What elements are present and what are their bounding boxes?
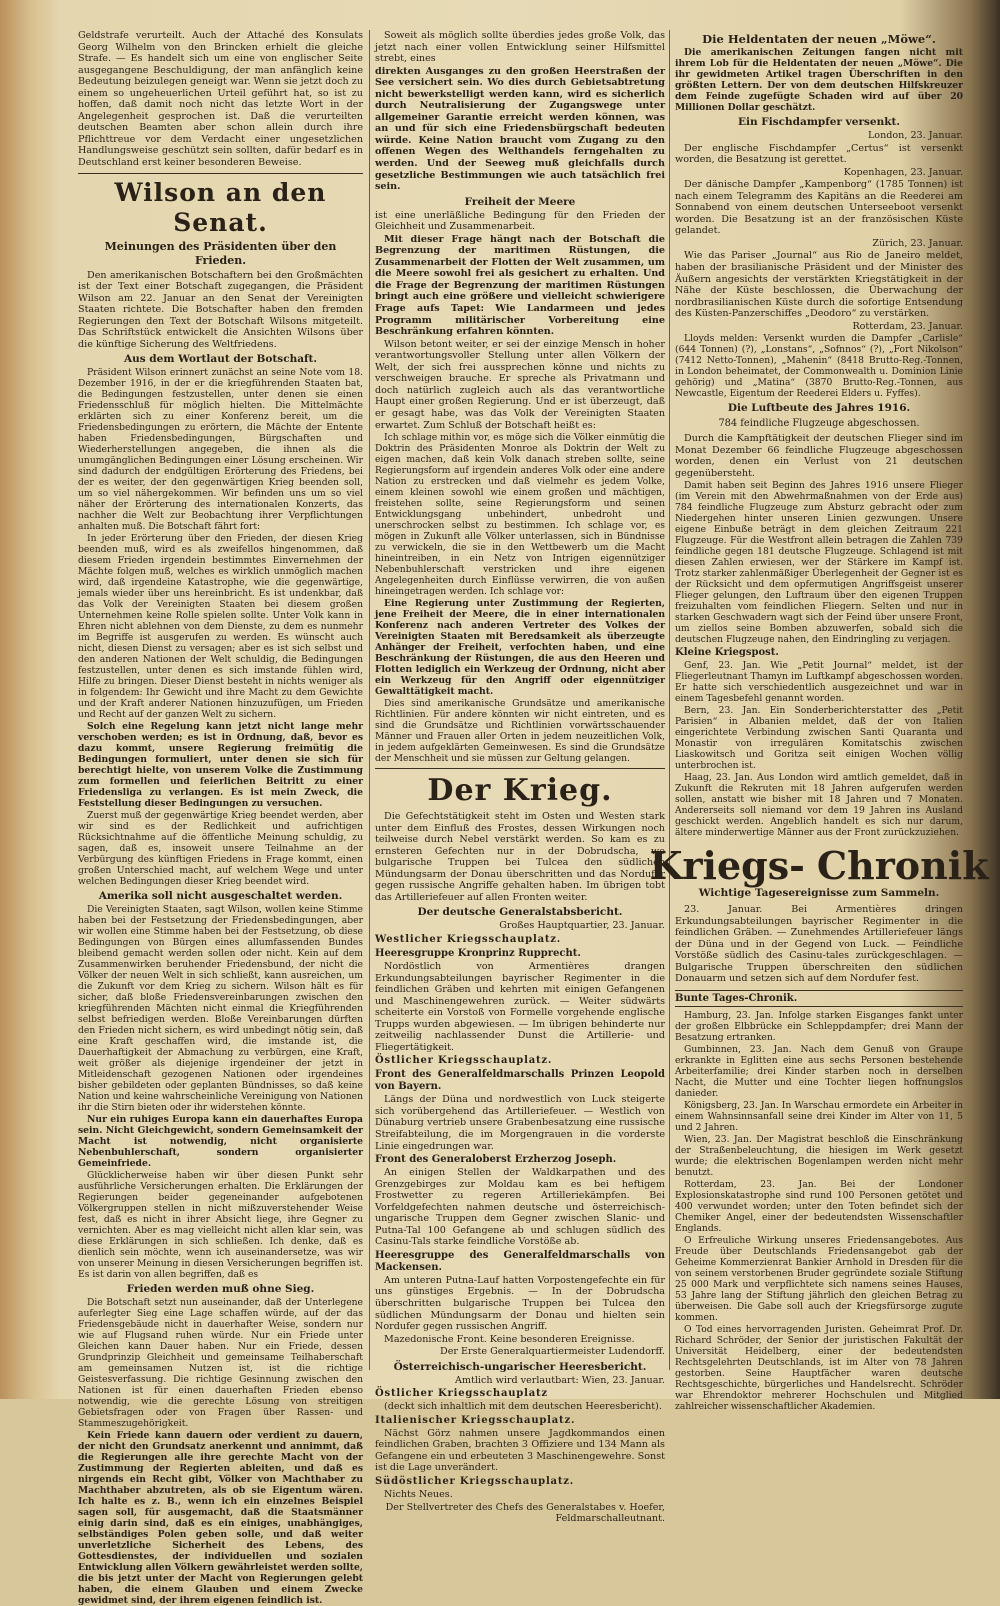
dateline: Kopenhagen, 23. Januar.	[843, 166, 963, 178]
bunte-chronik-heading: Bunte Tages-Chronik.	[675, 990, 963, 1008]
article-text: Lloyds melden: Versenkt wurden die Dampfer „Carlisle“ (644 Tonnen) (?), „Lonstans“, „Sofnnos“ (?), „Fort Nikolson“ (7412 Netto-Tonnen), „Mahenin“ (8418 Brutto-Reg.-Tonnen, in London beheimatet, der Commonwealth u. Dominion Linie gehörig) und „Matina“ (3870 Brutto-Reg.-Tonnen, aus Newcastle, Eigentum der Reederei Elders u. Fyffes).	[675, 333, 963, 400]
dateline: Zürich, 23. Januar.	[872, 237, 963, 249]
column-3	[649, 30, 989, 1413]
article-text: Ich schlage mithin vor, es möge sich die Völker einmütig die Doktrin des Präsidenten Monroe als Doktrin der Welt zu eigen machen, daß kein Volk danach streben sollte, seine Regierungsform auf irgendein anderes Volk oder eine andere Nation zu erstrecken und daß vielmehr es jedem Volke, einem kleinen sowohl wie einem großen und mächtigen, freistehen sollte, seine Regierungsform und seinen Entwicklungsgang unbehindert, unbedroht und unerschrocken selbst zu bestimmen. Ich schlage vor, es mögen in Zukunft alle Völker unterlassen, sich in Bündnisse zu verwickeln, die sie in den Wettbewerb um die Macht hineintreiben, in ein Netz von Intrigen eigennütziger Nebenbuhlerschaft verstricken und ihre eigenen Angelegenheiten durch Einflüsse verwirren, die von außen hineingetragen werden. Ich schlage vor:	[375, 432, 665, 598]
front-heading: Östlicher Kriegsschauplatz.	[375, 1055, 553, 1067]
chronik-title	[649, 843, 989, 889]
article-text: Längs der Düna und nordwestlich von Luck steigerte sich vorübergehend das Artilleriefeuer. — Westlich von Dünaburg vertrieb unsere Grabenbesatzung eine russische Streifabteilung, die im Morgengrauen in die vorderste Linie eingedrungen war.	[375, 1094, 665, 1152]
headline-wilson: Wilson an den Senat.	[114, 177, 327, 237]
article-text: Geldstrafe verurteilt. Auch der Attaché des Konsulats Georg Wilhelm von den Brincken erhielt die gleiche Strafe. — Es handelt sich um eine von englischer Seite ausgegangene Beschuldigung, der man anfänglich keine Bedeutung beizulegen geneigt war. Wenn sie jetzt doch zu einem so ungeheuerlichen Urteil geführt hat, so ist zu hoffen, daß damit noch nicht das letzte Wort in der Angelegenheit gesprochen ist. Daß die verurteilten deutschen Beamten aber schon allein durch ihre Pflichttreue vor dem Verdacht einer ungesetzlichen Handlungsweise geschützt sein sollten, dafür bedarf es in Deutschland erst keiner besonderen Beweise.	[78, 30, 363, 169]
army-group-heading: Heeresgruppe Kronprinz Rupprecht.	[375, 947, 581, 959]
article-text: Bern, 23. Jan. Ein Sonderberichterstatter des „Petit Parisien“ in Albanien meldet, daß der von Italien eingerichtete Verbindung zwischen Santi Quaranta und Monastir von irregulären Komitatschis zwischen Liaskowitsch und Goritza seit einigen Wochen völlig unterbrochen ist.	[675, 705, 963, 772]
article-text: Mazedonische Front. Keine besonderen Ereignisse.	[384, 1333, 635, 1345]
dateline: Großes Hauptquartier, 23. Januar.	[499, 920, 665, 932]
section-heading: Der deutsche Generalstabsbericht.	[417, 906, 623, 919]
section-heading: Österreichisch-ungarischer Heeresbericht.	[393, 1360, 647, 1373]
kriegs-chronik-header	[649, 843, 989, 900]
news-item: Hamburg, 23. Jan. Infolge starken Eisganges fankt unter der großen Elbbrücke ein Schleppdampfer; drei Mann der Besatzung ertranken.	[675, 1010, 963, 1044]
signature-line: Der Stellvertreter des Chefs des Generalstabes v. Hoefer, Feldmarschalleutnant.	[385, 1501, 665, 1525]
news-item: O Erfreuliche Wirkung unseres Friedensangebotes. Aus Freude über Deutschlands Friedensangebot gab der Geheime Kommerzienrat Bankier Arnhold in Dresden für die von seinem verstorbenen Bruder gegründete soziale Stiftung 25 000 Mark und verpflichtete sich namens seines Hauses, 53 Jahre lang der Stiftung jährlich den gleichen Betrag zu überweisen. Die Gabe soll auch der Kriegsfürsorge zugute kommen.	[675, 1235, 963, 1324]
front-heading: Östlicher Kriegsschauplatz	[375, 1388, 548, 1400]
article-text: Genf, 23. Jan. Wie „Petit Journal“ meldet, ist der Fliegerleutnant Thamyn im Luftkampf abgeschossen worden. Er hatte sich verschiedentlich ausgezeichnet und war in einem Tagesbefehl genannt worden.	[675, 660, 963, 705]
section-heading: Die Luftbeute des Jahres 1916.	[727, 402, 911, 415]
article-text: Der dänische Dampfer „Kampenborg“ (1785 Tonnen) ist nach einem Telegramm des Kapitäns an die Reederei am Sonnabend von einem deutschen Unterseeboot versenkt worden. Die Besatzung ist an der französischen Küste gelandet.	[675, 179, 963, 237]
article-text: Nordöstlich von Armentières drangen Erkundungsabteilungen bayrischer Regimenter in die feindlichen Gräben und kehrten mit einigen Gefangenen und Maschinengewehren zurück. — Weiter südwärts scheiterte ein Vorstoß von Formelle vorgehende englische Trupps wurden abgewiesen. — Im übrigen behinderte nur zeitweilig nachlassender Dunst die Artillerie- und Fliegertätigkeit.	[375, 960, 665, 1053]
article-text: Damit haben seit Beginn des Jahres 1916 unsere Flieger (im Verein mit den Abwehrmaßnahmen von der Erde aus) 784 feindliche Flugzeuge zum Absturz gebracht oder zum Niedergehen hinter unseren Linien gezwungen. Unsere eigene Einbuße beträgt in dem gleichen Zeitraum 221 Flugzeuge. Für die Westfront allein betragen die Zahlen 739 feindliche gegen 181 deutsche Flugzeuge. Schlagend ist mit diesen Zahlen erwiesen, wer der Stärkere im Kampf ist. Trotz starker zahlenmäßiger Überlegenheit der Gegner ist es der Rücksicht und dem opfermutigen Angriffsgeist unserer Flieger gelungen, den Luftraum über den eigenen Truppen freizuhalten vom feindlichen Fliegern. Selten und nur in starken Geschwadern wagt sich der Feind über unsere Front, um ziellos seine Bomben abzuwerfen, sobald sich die deutschen Flugzeuge nahen, den Eindringling zu verjagen.	[675, 480, 963, 646]
binding-spine	[0, 0, 30, 1399]
article-text: Haag, 23. Jan. Aus London wird amtlich gemeldet, daß in Zukunft die Rekruten mit 18 Jahren aufgerufen werden sollen, anstatt wie bisher mit 18 Jahren und 7 Monaten. Andererseits soll niemand vor dem 19 Jahren ins Ausland geschickt werden. Angeblich handelt es sich nur darum, ältere minderwertige Männer aus der Front zurückzuziehen.	[675, 772, 963, 839]
article-text: Nichts Neues.	[384, 1489, 453, 1501]
column-1	[78, 30, 363, 1606]
front-heading: Südöstlicher Kriegsschauplatz.	[375, 1476, 575, 1488]
army-group-heading: Heeresgruppe des Generalfeldmarschalls von Mackensen.	[375, 1249, 665, 1273]
article-text: (deckt sich inhaltlich mit dem deutschen Heeresbericht).	[384, 1401, 662, 1413]
news-item: Rotterdam, 23. Jan. Bei der Londoner Explosionskatastrophe sind rund 100 Personen getötet und 400 verwundet worden; unter den Toten befindet sich der Chemiker Angel, einer der bedeutendsten Wissenschaftler Englands.	[675, 1179, 963, 1235]
article-text: Eine Regierung unter Zustimmung der Regierten, jene Freiheit der Meere, die in einer internationalen Konferenz nach anderen Vertreter des Volkes der Vereinigten Staaten mit Beredsamkeit als überzeugte Anhänger der Freiheit, verfochten haben, und eine Beschränkung der Rüstungen, die aus den Heeren und Flotten lediglich ein Werkzeug der Ordnung, nicht aber ein Werkzeug für den Angriff oder eigennütziger Gewalttätigkeit macht.	[375, 598, 665, 698]
article-text: An einigen Stellen der Waldkarpathen und des Grenzgebirges zur Moldau kam es bei heftigem Frostwetter zu regeren Artilleriekämpfen. Bei Vorfeldgefechten nahmen deutsche und österreichisch-ungarische Truppen dem Gegner zwischen Slanic- und Putna-Tal 100 Gefangene ab und schlugen südlich des Casinu-Tals starke feindliche Vorstöße ab.	[375, 1167, 665, 1248]
news-item: Königsberg, 23. Jan. In Warschau ermordete ein Arbeiter in einem Wahnsinnsanfall seine drei Kinder im Alter von 11, 5 und 2 Jahren.	[675, 1100, 963, 1134]
dateline: London, 23. Januar.	[867, 130, 963, 141]
article-text: Wie das Pariser „Journal“ aus Rio de Janeiro meldet, haben der brasilianische Präsident und der Minister des Äußern angesichts der verstärkten Kriegstätigkeit in der Nähe der Küste beschlossen, die Überwachung der nordbrasilianischen Küste durch die sofortige Entsendung des Küsten-Panzerschiffes „Deodoro“ zu verstärken.	[675, 250, 963, 320]
chronik-title-left: Kriegs-	[649, 843, 805, 889]
headline-der-krieg: Der Krieg.	[427, 773, 613, 809]
army-group-heading: Front des Generalfeldmarschalls Prinzen Leopold von Bayern.	[375, 1069, 665, 1093]
article-text: Der englische Fischdampfer „Certus“ ist versenkt worden, die Besatzung ist gerettet.	[675, 142, 963, 166]
section-heading: Kleine Kriegspost.	[675, 647, 779, 659]
article-text: Die amerikanischen Zeitungen fangen nicht mit ihrem Lob für die Heldentaten der neuen „Möwe“. Die ihr gewidmeten Artikel tragen Überschriften in den größten Lettern. Der von dem deutschen Hilfskreuzer dem Feinde zugefügte Schaden wird auf über 20 Millionen Dollar geschätzt.	[675, 47, 963, 113]
article-text: direkten Ausganges zu den großen Heerstraßen der See versichert sein. Wo dies durch Gebietsabtretung nicht bewerkstelligt werden kann, wird es sicherlich durch Neutralisierung der Zugangswege unter allgemeiner Garantie erreicht werden können, was an und für sich eine Friedensbürgschaft bedeuten würde. Keine Nation braucht vom Zugang zu den offenen Wegen des Welthandels ferngehalten zu werden. Und der Seeweg muß gleichfalls durch gesetzliche Bestimmungen wie auch tatsächlich frei sein.	[375, 65, 665, 193]
front-heading: Italienischer Kriegsschauplatz.	[375, 1414, 576, 1426]
article-text: Mit dieser Frage hängt nach der Botschaft die Begrenzung der maritimen Rüstungen, die Zusammenarbeit der Flotten der Welt zusammen, um die Meere sowohl frei als gesichert zu erhalten. Und die Frage der Begrenzung der maritimen Rüstungen bringt auch eine größere und vielleicht schwierigere Frage aufs Tapet: Wie Landarmeen und jedes Programm militärischer Vorbereitung eine Beschränkung erfahren könnten.	[375, 233, 665, 338]
column-2	[375, 30, 665, 1525]
column-rule	[369, 30, 370, 1370]
section-heading: Ein Fischdampfer versenkt.	[738, 116, 900, 128]
article-text: Dies sind amerikanische Grundsätze und amerikanische Richtlinien. Für andere könnten wir nicht eintreten, und es sind die Grundsätze und Richtlinien vorwärtsschauender Männer und Frauen aller Orten in jedem neuzeitlichen Volk, in jedem aufgeklärten Gemeinwesen. Es sind die Grundsätze der Menschheit und sie müssen zur Geltung gelangen.	[375, 698, 665, 765]
article-text: Die Botschaft setzt nun auseinander, daß der Unterlegene auferlegter Sieg eine Lage schaffen würde, auf der das Friedensgebäude nicht in dauerhafter Weise, sondern nur wie auf Flugsand ruhen würde. Nur ein Friede unter Gleichen kann Dauer haben. Nur ein Friede, dessen Grundprinzip Gleichheit und gemeinsame Teilhaberschaft am gemeinsamen Nutzen ist, ist die richtige Geistesverfassung. Die richtige Gesinnung zwischen den Nationen ist für einen dauerhaften Frieden ebenso notwendig, wie die gerechte Lösung von streitigen Gebietsfragen oder von Fragen über Rassen- und Stammeszugehörigkeit.	[78, 1297, 363, 1430]
section-heading: Aus dem Wortlaut der Botschaft.	[123, 353, 318, 366]
article-text: In jeder Erörterung über den Frieden, der diesen Krieg beenden muß, wird es als zweifellos hingenommen, daß diesem Frieden irgendein bestimmtes Einvernehmen der Mächte folgen muß, welches es wirklich unmöglich machen wird, daß irgendeine Katastrophe, wie die gegenwärtige, jemals wieder über uns hereinbricht. Es ist undenkbar, daß das Volk der Vereinigten Staaten bei diesem großen Unternehmen keine Rolle spielen sollte. Unter Volk kann in Ehren nicht ablehnen von dem Dienste, zu dem es nunmehr im Begriffe ist ausgerufen zu werden. Es wünscht auch nicht, diesen Dienst zu versagen; aber es ist sich selbst und den anderen Nationen der Welt schuldig, die Bedingungen festzustellen, unter denen es sich imstande fühlen wird, Hilfe zu bringen. Dieser Dienst besteht in nichts weniger als in folgendem: Ihr Gewicht und ihre Macht zu dem Gewichte und der Kraft anderer Nationen hinzuzufügen, um Frieden und Recht auf der ganzen Welt zu sichern.	[78, 533, 363, 721]
article-text: Präsident Wilson erinnert zunächst an seine Note vom 18. Dezember 1916, in der er die kriegführenden Staaten bat, die Bedingungen festzustellen, unter denen sie einen Friedensschluß für möglich hielten. Die Mittelmächte erklärten sich zu einer Konferenz bereit, um die Friedensbedingungen zu erörtern, die Mächte der Entente haben Friedensbedingungen, Bürgschaften und Wiederherstellungen angegeben, die ihnen als die unumgänglichen Bedingungen einer Lösung erscheinen. Wir sind dadurch der endgültigen Erörterung des Friedens, bei der es weiter, der den gegenwärtigen Krieg beenden soll, um so viel nähergekommen. Wir befinden uns um so viel näher der Erörterung des internationalen Konzerts, das nachher die Welt zur Beobachtung ihrer Verpflichtungen anhalten muß. Die Botschaft fährt fort:	[78, 367, 363, 533]
article-text: Am unteren Putna-Lauf hatten Vorpostengefechte ein für uns günstiges Ergebnis. — In der Dobrudscha überschritten bulgarische Truppen bei Tulcea den südlichen Mündungsarm der Donau und hielten sein Nordufer gegen russischen Angriff.	[375, 1274, 665, 1333]
article-text: Solch eine Regelung kann jetzt nicht lange mehr verschoben werden; es ist in Ordnung, daß, bevor es dazu kommt, unsere Regierung freimütig die Bedingungen formuliert, unter denen sie sich für berechtigt hielte, von unserem Volke die Zustimmung zum formellen und feierlichen Beitritt zu einer Friedensliga zu verlangen. Es ist mein Zweck, die Feststellung dieser Bedingungen zu versuchen.	[78, 721, 363, 810]
article-text: Kein Friede kann dauern oder verdient zu dauern, der nicht den Grundsatz anerkennt und annimmt, daß die Regierungen alle ihre gerechte Macht von der Zustimmung der Regierten ableiten, und daß es nirgends ein Recht gibt, Völker von Machthaber zu Machthaber abzutreten, als ob sie Eigentum wären. Ich halte es z. B., wenn ich ein einzelnes Beispiel sagen soll, für ausgemacht, daß die Staatsmänner einig darin sind, daß es ein einiges, unabhängiges, selbständiges Polen geben solle, und daß weiter unverletzliche Sicherheit des Lebens, des Gottesdienstes, der individuellen und sozialen Entwicklung allen Völkern gewährleistet werden sollte, die bis jetzt unter der Macht von Regierungen gelebt haben, die einem Glauben und einem Zwecke gewidmet sind, der ihrem eigenen feindlich ist.	[78, 1430, 363, 1606]
article-text: Durch die Kampftätigkeit der deutschen Flieger sind im Monat Dezember 66 feindliche Flugzeuge abgeschossen worden, denen ein Verlust von 21 deutschen gegenübersteht.	[675, 433, 963, 479]
article-text: Wilson betont weiter, er sei der einzige Mensch in hoher verantwortungsvoller Stellung unter allen Völkern der Welt, der sich frei aussprechen könne und nichts zu verschweigen brauche. Er spreche als Privatmann und doch natürlich zugleich auch als das verantwortliche Haupt einer großen Regierung. Und er ist überzeugt, daß er gesagt habe, was das Volk der Vereinigten Staaten erwartet. Zum Schluß der Botschaft heißt es:	[375, 338, 665, 431]
section-heading: Freiheit der Meere	[464, 195, 576, 208]
divider	[375, 768, 665, 769]
dateline: Amtlich wird verlautbart: Wien, 23. Januar.	[454, 1374, 665, 1386]
news-item: O Tod eines hervorragenden Juristen. Geheimrat Prof. Dr. Richard Schröder, der Senior der juristischen Fakultät der Universität Heidelberg, einer der bedeutendsten Rechtsgelehrten Deutschlands, ist im Alter von 78 Jahren gestorben. Seine Hauptfächer waren deutsche Rechtsgeschichte, bürgerliches und Handelsrecht. Schröder war Ehrendoktor mehrerer Hochschulen und Mitglied zahlreicher wissenschaftlicher Akademien.	[675, 1324, 963, 1413]
subheadline: Meinungen des Präsidenten über den Frieden.	[104, 239, 337, 267]
signature-line: Der Erste Generalquartiermeister Ludendorff.	[440, 1346, 665, 1358]
article-text: Nächst Görz nahmen unsere Jagdkommandos einen feindlichen Graben, brachten 3 Offiziere und 134 Mann als Gefangene ein und erbeuteten 3 Maschinengewehre. Sonst ist die Lage unverändert.	[375, 1427, 665, 1474]
subheadline: 784 feindliche Flugzeuge abgeschossen.	[718, 418, 920, 430]
article-text: 23. Januar. Bei Armentières dringen Erkundungsabteilungen bayrischer Regimenter in die feindlichen Gräben. — Zunehmendes Artilleriefeuer längs der Düna und in der Gegend von Luck. — Feindliche Vorstöße südlich des Casinu-tales zurückgeschlagen. — Bulgarische Truppen überschreiten den südlichen Donauarm und setzen sich auf dem Nordufer fest.	[675, 904, 963, 985]
section-heading: Amerika soll nicht ausgeschaltet werden.	[98, 890, 343, 903]
column-rule	[669, 30, 670, 1370]
army-group-heading: Front des Generaloberst Erzherzog Joseph.	[375, 1154, 617, 1166]
front-heading: Westlicher Kriegsschauplatz.	[375, 933, 562, 945]
article-text: Den amerikanischen Botschaftern bei den Großmächten ist der Text einer Botschaft zugegangen, die Präsident Wilson am 22. Januar an den Senat der Vereinigten Staaten richtete. Die Botschafter haben den fremden Regierungen den Text der Botschaft Wilsons mitgeteilt. Das Schriftstück entwickelt die Ansichten Wilsons über die künftige Sicherung des Weltfriedens.	[78, 269, 363, 350]
divider	[78, 173, 363, 174]
article-text: Die Vereinigten Staaten, sagt Wilson, wollen keine Stimme haben bei der Festsetzung der Friedensbedingungen, aber wir wollen eine Stimme haben bei der Festsetzung, ob diese Bedingungen von Bürgen eines allumfassenden Bundes bleibend gemacht werden sollen oder nicht. Kein auf dem Zusammenwirken beruhender Friedensbund, der nicht die Völker der neuen Welt in sich schließt, kann ausreichen, um die Zukunft vor dem Krieg zu sichern. Wilson hält es für sicher, daß bloße Friedensvereinbarungen zwischen den kriegführenden Mächten nicht einmal die Kriegführenden selbst befriedigen werden. Bloße Vereinbarungen dürften den Frieden nicht sichern, es wird unbedingt nötig sein, daß eine Kraft geschaffen wird, die imstande ist, die Dauerhaftigkeit der Abmachung zu verbürgen, eine Kraft, weit größer als diejenige irgendeiner der jetzt in Mitleidenschaft gezogenen Nationen oder irgendeines bisher gebildeten oder geplanten Bündnisses, so daß keine Nation und keine wahrscheinliche Vereinigung von Nationen ihr die Stirn bieten oder ihr widerstehen könnte.	[78, 904, 363, 1114]
section-heading: Frieden werden muß ohne Sieg.	[126, 1283, 315, 1296]
headline-moewe: Die Heldentaten der neuen „Möwe“.	[702, 32, 936, 46]
chronik-subtitle: Wichtige Tagesereignisse zum Sammeln.	[698, 887, 940, 900]
article-text: Die Gefechtstätigkeit steht im Osten und Westen stark unter dem Einfluß des Frostes, dessen Wirkungen noch teilweise durch Nebel verstärkt werden. So kam es zu ernsteren Gefechten nur in der Dobrudscha, wo bulgarische Truppen bei Tulcea den südlichen Mündungsarm der Donau überschritten und das Nordufer gegen russische Angriffe gehalten haben. Im übrigen tobt das Artilleriefeuer auf allen Fronten weiter.	[375, 811, 665, 903]
article-text: Nur ein ruhiges Europa kann ein dauerhaftes Europa sein. Nicht Gleichgewicht, sondern Gemeinsamkeit der Macht ist notwendig, nicht organisierte Nebenbuhlerschaft, sondern organisierter Gemeinfriede.	[78, 1114, 363, 1170]
chronik-title-right: Chronik	[816, 843, 989, 889]
news-item: Wien, 23. Jan. Der Magistrat beschloß die Einschränkung der Straßenbeleuchtung, die hiesigen im Werk gesetzt wurde; die elektrischen Bogenlampen werden nicht mehr benutzt.	[675, 1134, 963, 1179]
article-text: Soweit als möglich sollte überdies jedes große Volk, das jetzt nach einer vollen Entwicklung seiner Hilfsmittel strebt, eines	[375, 30, 665, 65]
article-text: ist eine unerläßliche Bedingung für den Frieden der Gleichheit und Zusammenarbeit.	[375, 209, 665, 233]
article-text: Zuerst muß der gegenwärtige Krieg beendet werden, aber wir sind es der Redlichkeit und aufrichtigen Rücksichtnahme auf die öffentliche Meinung schuldig, zu sagen, daß es, insoweit unsere Teilnahme an der Verbürgung des künftigen Friedens in Frage kommt, einen großen Unterschied macht, auf welchem Wege und unter welchen Bedingungen dieser Krieg beendet wird.	[78, 810, 363, 888]
dateline: Rotterdam, 23. Januar.	[852, 320, 963, 332]
news-item: Gumbinnen, 23. Jan. Nach dem Genuß von Graupe erkrankte in Eglitten eine aus sechs Personen bestehende Arbeiterfamilie; drei Kinder starben noch in derselben Nacht, die Mutter und eine Tochter liegen hoffnungslos danieder.	[675, 1044, 963, 1100]
article-text: Glücklicherweise haben wir über diesen Punkt sehr ausführliche Versicherungen erhalten. Die Erklärungen der Regierungen beider gegeneinander aufgebotenen Völkergruppen stellen in nicht mißzuverstehender Weise fest, daß es nicht in ihrer Absicht liege, ihre Gegner zu vernichten. Aber es mag vielleicht nicht allen klar sein, was diese Erklärungen in sich schließen. Ich denke, daß es dienlich sein möchte, wenn ich auseinandersetze, was wir von unserer Meinung in diesen Versicherungen begriffen ist. Es ist darin von allen begriffen, daß es	[78, 1170, 363, 1281]
